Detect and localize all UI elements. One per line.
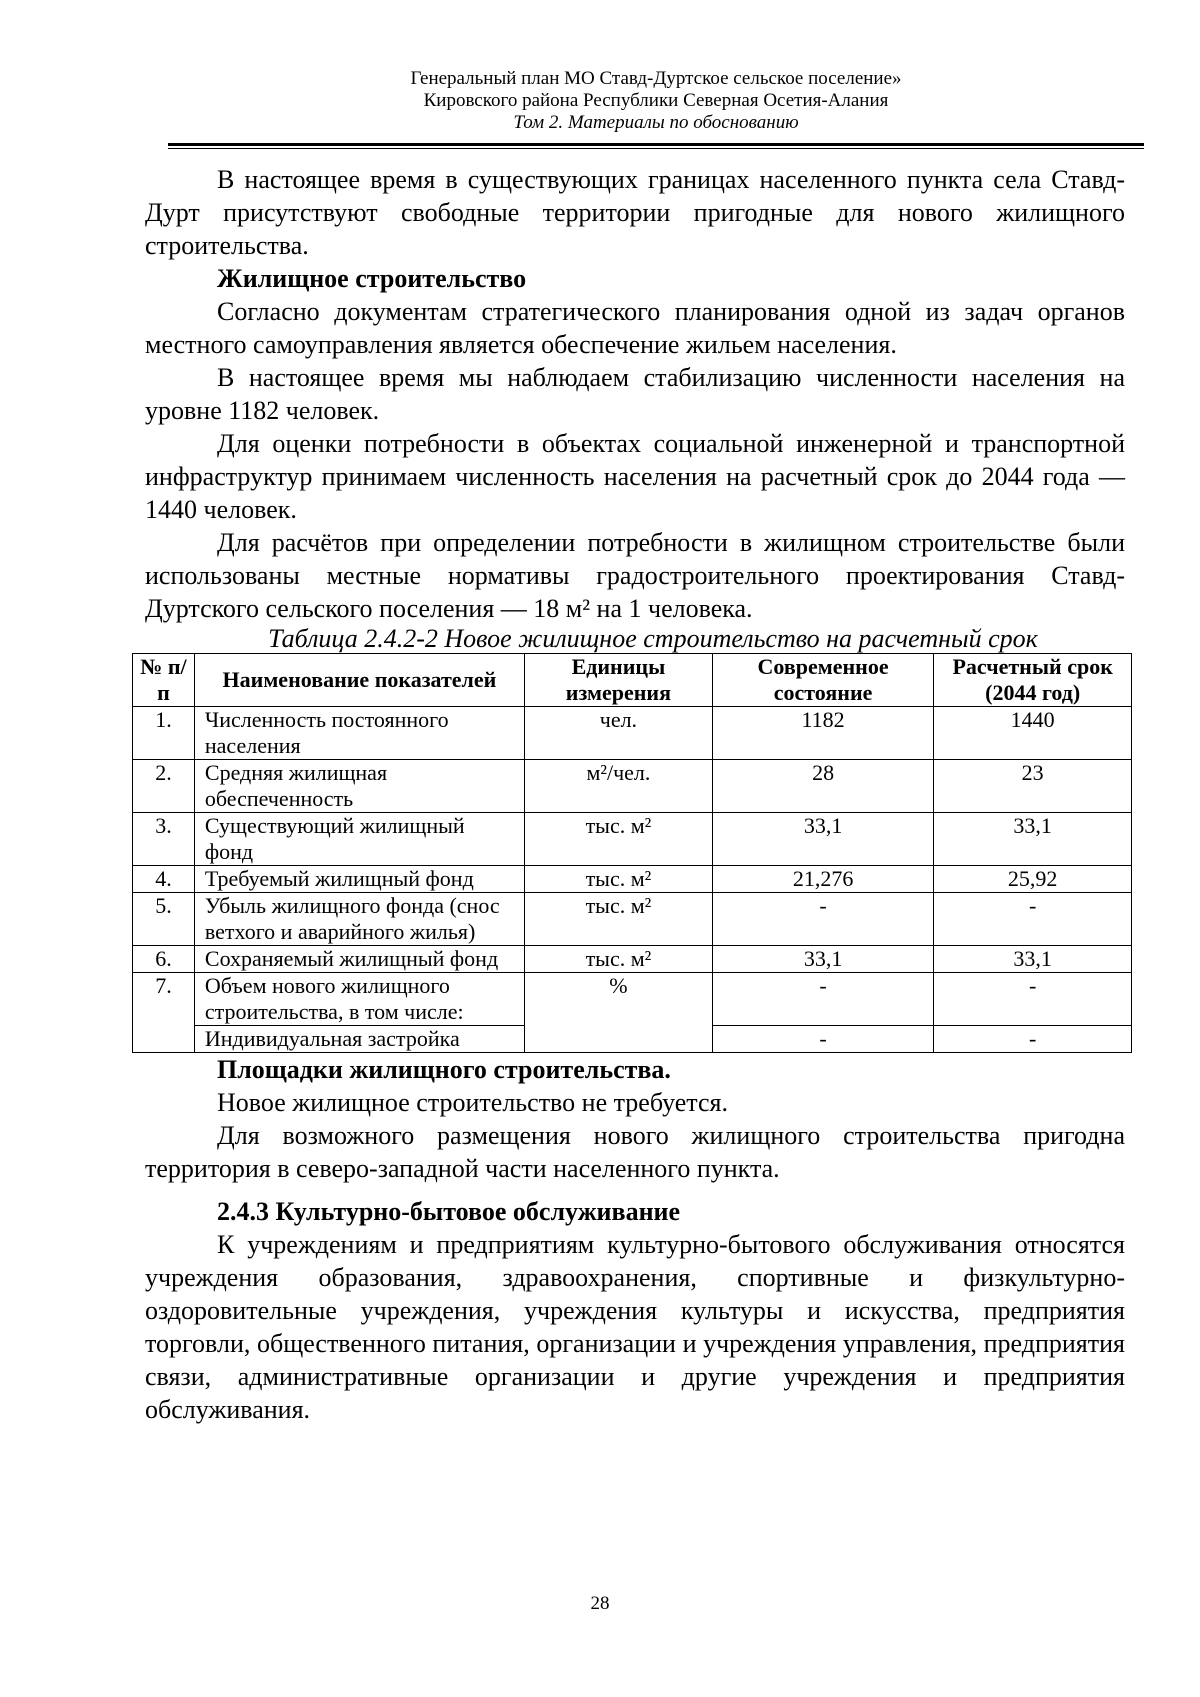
cell-unit: чел. [524,707,712,760]
cell-num: 3. [133,813,195,866]
cell-target: - [934,973,1132,1026]
cell-unit: % [524,973,712,1053]
cell-current: - [712,1026,934,1053]
cell-target: 33,1 [934,946,1132,973]
section-title: 2.4.3 Культурно-бытовое обслуживание [217,1197,681,1226]
cell-target: 25,92 [934,866,1132,893]
cell-target: - [934,893,1132,946]
running-header [168,68,1144,134]
cell-current: 1182 [712,707,934,760]
paragraph-population-target: Для оценки потребности в объектах социальной инженерной и транспортной инфраструктур принимаем численность населения на расчетный срок до 2044 года — 1440 человек. [145,429,1125,524]
cell-current: 33,1 [712,946,934,973]
cell-num: 5. [133,893,195,946]
cell-num: 1. [133,707,195,760]
subheading-housing: Жилищное строительство [217,264,527,293]
cell-name: Численность постоянного населения [194,707,524,760]
cell-unit: тыс. м² [524,946,712,973]
cell-current: 21,276 [712,866,934,893]
cell-num: 4. [133,866,195,893]
paragraph-suitable-territory: Для возможного размещения нового жилищного строительства пригодна территория в северо-западной части населенного пункта. [145,1121,1125,1183]
page-body [140,163,1125,1426]
cell-unit: тыс. м² [524,866,712,893]
table-row [133,707,1132,760]
cell-name: Объем нового жилищного строительства, в том числе: [194,973,524,1026]
cell-num: 6. [133,946,195,973]
cell-target: - [934,1026,1132,1053]
paragraph-no-new-housing: Новое жилищное строительство не требуется. [217,1088,728,1117]
header-line-3: Том 2. Материалы по обоснованию [513,112,799,133]
table-row [133,813,1132,866]
col-header-target: Расчетный срок (2044 год) [934,654,1132,707]
cell-num: 2. [133,760,195,813]
cell-target: 23 [934,760,1132,813]
col-header-num: № п/п [133,654,195,707]
header-line-2: Кировского района Республики Северная Осетия-Алания [423,90,889,111]
cell-name: Средняя жилищная обеспеченность [194,760,524,813]
cell-target: 33,1 [934,813,1132,866]
cell-name: Сохраняемый жилищный фонд [194,946,524,973]
cell-unit: тыс. м² [524,893,712,946]
col-header-name: Наименование показателей [194,654,524,707]
cell-current: 33,1 [712,813,934,866]
table-row [133,973,1132,1026]
cell-name: Существующий жилищный фонд [194,813,524,866]
cell-current: 28 [712,760,934,813]
table-row [133,893,1132,946]
paragraph-free-territories: В настоящее время в существующих границах населенного пункта села Ставд-Дурт присутствуют свободные территории пригодные для нового жилищного строительства. [145,165,1125,260]
table-header-row [133,654,1132,707]
header-rule-thick [168,143,1144,146]
paragraph-population-current: В настоящее время мы наблюдаем стабилизацию численности населения на уровне 1182 человек. [145,363,1125,425]
housing-table [132,653,1132,1053]
cell-unit: тыс. м² [524,813,712,866]
cell-num: 7. [133,973,195,1053]
header-line-1: Генеральный план МО Ставд-Дуртское сельское поселение» [410,68,902,89]
paragraph-cultural-services: К учреждениям и предприятиям культурно-бытового обслуживания относятся учреждения образования, здравоохранения, спортивные и физкультурно-оздоровительные учреждения, учреждения культуры и искусства, предприятия торговли, общественного питания, организации и учреждения управления, предприятия связи, административные организации и другие учреждения и предприятия обслуживания. [145,1230,1125,1424]
header-rule-thin [168,148,1144,149]
table-row [133,946,1132,973]
paragraph-norms: Для расчётов при определении потребности в жилищном строительстве были использованы местные нормативы градостроительного проектирования Ставд-Дуртского сельского поселения — 18 м² на 1 человека. [145,528,1125,623]
col-header-unit: Единицы измерения [524,654,712,707]
table-row [133,760,1132,813]
cell-unit: м²/чел. [524,760,712,813]
cell-name: Убыль жилищного фонда (снос ветхого и аварийного жилья) [194,893,524,946]
table-caption: Таблица 2.4.2-2 Новое жилищное строительство на расчетный срок [268,624,1038,653]
cell-current: - [712,893,934,946]
cell-target: 1440 [934,707,1132,760]
paragraph-strategic-planning: Согласно документам стратегического планирования одной из задач органов местного самоуправления является обеспечение жильем населения. [145,297,1125,359]
cell-name: Индивидуальная застройка [194,1026,524,1053]
cell-name: Требуемый жилищный фонд [194,866,524,893]
table-row [133,866,1132,893]
col-header-current: Современное состояние [712,654,934,707]
page-number: 28 [590,1593,610,1614]
cell-current: - [712,973,934,1026]
subheading-housing-sites: Площадки жилищного строительства. [217,1055,671,1084]
